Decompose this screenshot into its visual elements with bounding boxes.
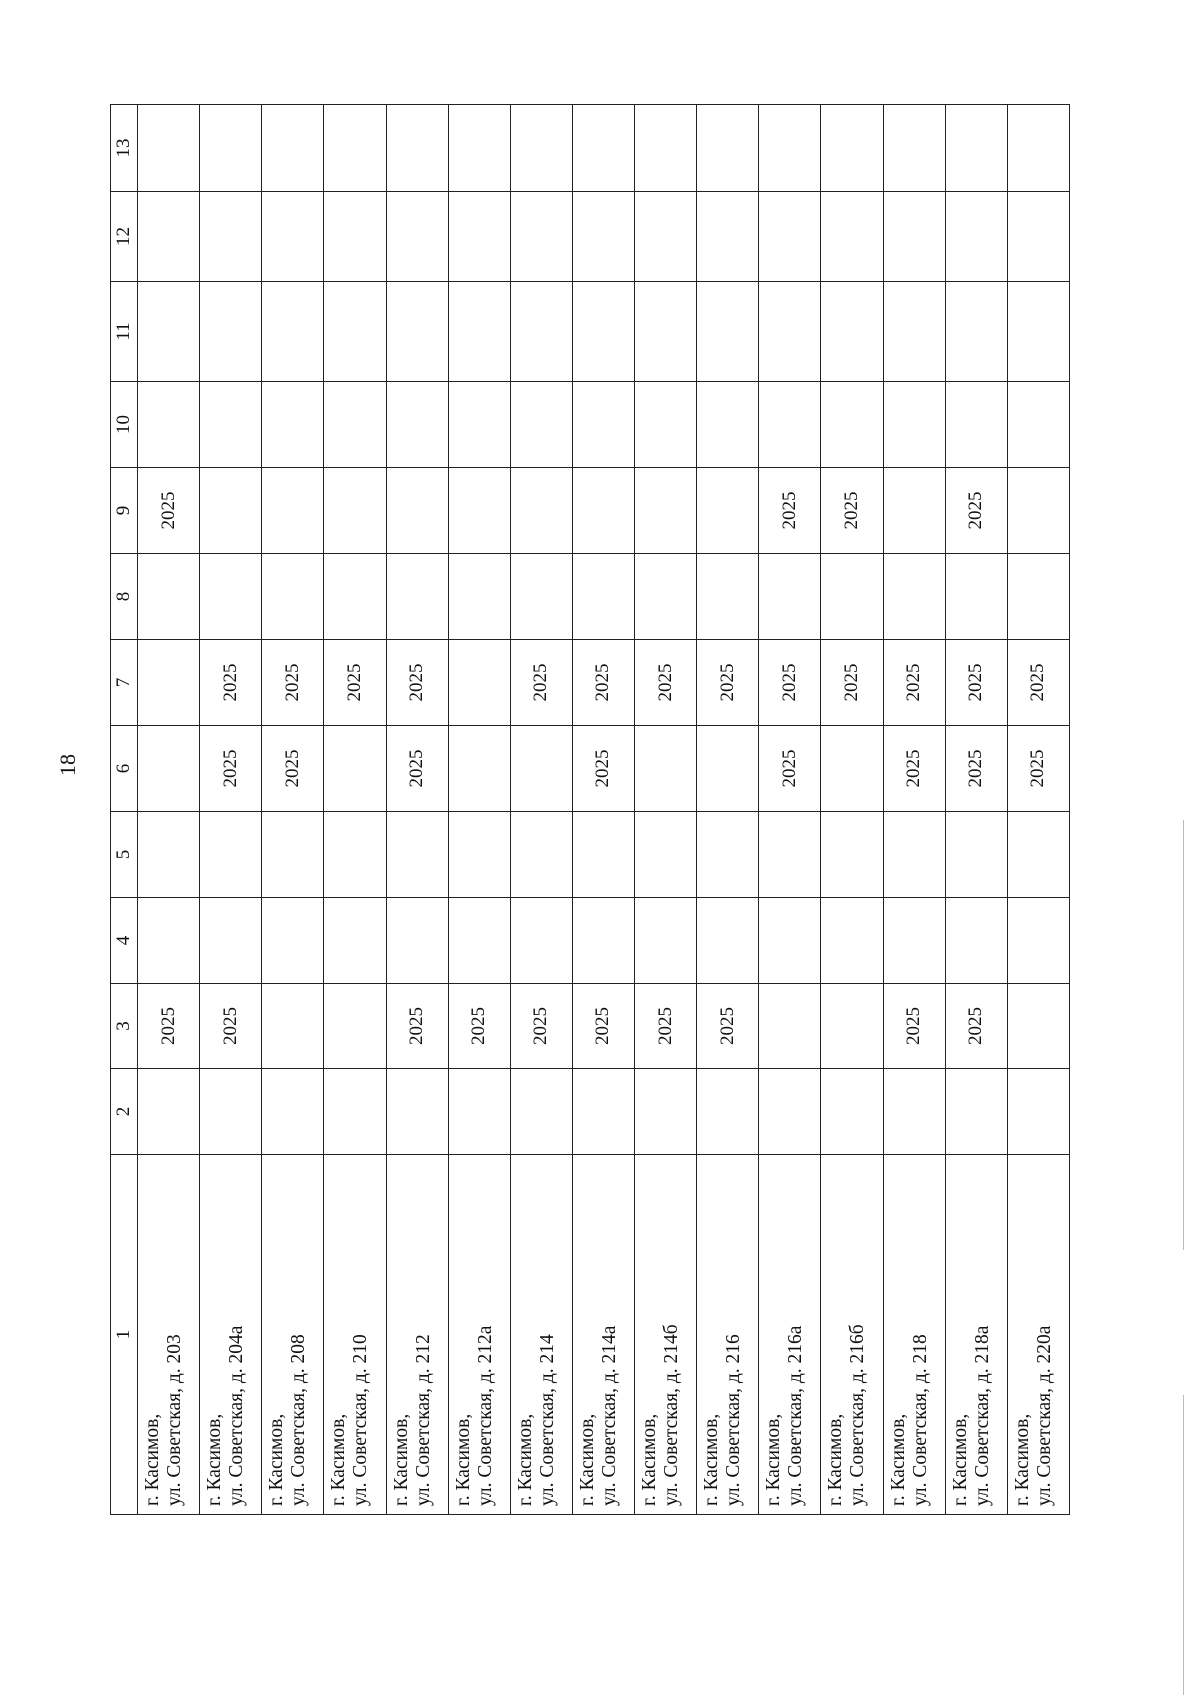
table-row xyxy=(386,11,448,1515)
year-cell xyxy=(697,1069,759,1155)
address-street: ул. Советская, д. 214 xyxy=(536,1334,558,1506)
year-cell xyxy=(262,812,324,898)
address-street: ул. Советская, д. 212 xyxy=(412,1334,434,1506)
year-cell: 2025 xyxy=(883,640,945,726)
address-cell xyxy=(883,1155,945,1515)
year-cell: 2025 xyxy=(138,984,200,1069)
address-city: г. Касимов, xyxy=(266,1413,288,1506)
table-row xyxy=(759,11,821,1515)
year-cell xyxy=(262,1069,324,1155)
year-cell: 2025 xyxy=(635,640,697,726)
year-cell xyxy=(1007,812,1069,898)
year-cell xyxy=(883,1069,945,1155)
address-cell xyxy=(635,1155,697,1515)
year-cell xyxy=(386,282,448,382)
year-cell xyxy=(510,554,572,640)
table-row xyxy=(635,11,697,1515)
year-cell xyxy=(262,554,324,640)
column-header-8: 8 xyxy=(111,554,138,640)
address-city: г. Касимов, xyxy=(328,1413,350,1506)
year-cell xyxy=(1007,1069,1069,1155)
year-cell xyxy=(883,382,945,468)
year-cell xyxy=(510,468,572,554)
address-city: г. Касимов, xyxy=(576,1413,598,1506)
year-cell: 2025 xyxy=(572,984,634,1069)
address-cell xyxy=(448,1155,510,1515)
column-header-9: 9 xyxy=(111,468,138,554)
year-cell xyxy=(635,382,697,468)
address-city: г. Касимов, xyxy=(763,1413,785,1506)
year-cell xyxy=(572,468,634,554)
year-cell xyxy=(759,984,821,1069)
year-cell xyxy=(945,282,1007,382)
year-cell xyxy=(448,726,510,812)
column-header-4: 4 xyxy=(111,898,138,984)
year-cell xyxy=(1007,105,1069,192)
year-cell xyxy=(386,105,448,192)
year-cell xyxy=(386,382,448,468)
year-cell xyxy=(697,468,759,554)
column-header-7: 7 xyxy=(111,640,138,726)
year-cell xyxy=(262,468,324,554)
year-cell xyxy=(572,192,634,282)
year-cell xyxy=(945,898,1007,984)
page-number xyxy=(55,745,80,785)
column-header-12: 12 xyxy=(111,192,138,282)
year-cell xyxy=(138,898,200,984)
year-cell xyxy=(138,1069,200,1155)
year-cell xyxy=(945,1069,1007,1155)
year-cell xyxy=(821,812,883,898)
year-cell xyxy=(572,105,634,192)
year-cell xyxy=(759,554,821,640)
year-cell: 2025 xyxy=(697,984,759,1069)
year-cell xyxy=(200,282,262,382)
year-cell xyxy=(697,282,759,382)
year-cell: 2025 xyxy=(945,984,1007,1069)
year-cell xyxy=(386,898,448,984)
year-cell xyxy=(510,105,572,192)
year-cell xyxy=(200,812,262,898)
year-cell xyxy=(697,554,759,640)
year-cell xyxy=(572,1069,634,1155)
year-cell xyxy=(262,898,324,984)
year-cell xyxy=(324,984,386,1069)
year-cell xyxy=(697,105,759,192)
year-cell xyxy=(200,192,262,282)
address-city: г. Касимов, xyxy=(514,1413,536,1506)
year-cell xyxy=(945,192,1007,282)
year-cell xyxy=(138,105,200,192)
year-cell: 2025 xyxy=(883,984,945,1069)
scan-edge-line xyxy=(1183,1395,1184,1695)
year-cell xyxy=(759,812,821,898)
column-header-5: 5 xyxy=(111,812,138,898)
year-cell xyxy=(324,726,386,812)
year-cell xyxy=(448,812,510,898)
year-cell xyxy=(448,640,510,726)
address-city: г. Касимов, xyxy=(1011,1413,1033,1506)
year-cell xyxy=(635,468,697,554)
year-cell: 2025 xyxy=(759,468,821,554)
column-header-6: 6 xyxy=(111,726,138,812)
year-cell xyxy=(510,282,572,382)
year-cell xyxy=(448,898,510,984)
year-cell: 2025 xyxy=(448,984,510,1069)
year-cell xyxy=(572,812,634,898)
address-city: г. Касимов, xyxy=(825,1413,847,1506)
year-cell: 2025 xyxy=(1007,640,1069,726)
year-cell xyxy=(200,554,262,640)
address-street: ул. Советская, д. 204а xyxy=(226,1325,248,1506)
address-city: г. Касимов, xyxy=(949,1413,971,1506)
year-cell xyxy=(821,282,883,382)
address-cell xyxy=(262,1155,324,1515)
year-cell xyxy=(697,192,759,282)
year-cell xyxy=(759,382,821,468)
page-number-text: 18 xyxy=(55,754,80,776)
year-cell xyxy=(200,382,262,468)
year-cell xyxy=(572,382,634,468)
year-cell xyxy=(448,1069,510,1155)
year-cell xyxy=(1007,984,1069,1069)
address-street: ул. Советская, д. 218а xyxy=(971,1325,993,1506)
address-city: г. Касимов, xyxy=(390,1413,412,1506)
address-street: ул. Советская, д. 203 xyxy=(164,1334,185,1506)
table-row xyxy=(821,11,883,1515)
year-cell xyxy=(510,726,572,812)
year-cell xyxy=(821,105,883,192)
year-cell xyxy=(262,984,324,1069)
year-cell xyxy=(448,554,510,640)
year-cell: 2025 xyxy=(200,640,262,726)
year-cell xyxy=(138,382,200,468)
year-cell xyxy=(510,812,572,898)
year-cell: 2025 xyxy=(200,984,262,1069)
address-cell xyxy=(324,1155,386,1515)
year-cell: 2025 xyxy=(572,726,634,812)
year-cell xyxy=(324,812,386,898)
year-cell xyxy=(1007,898,1069,984)
table-row xyxy=(697,11,759,1515)
address-cell xyxy=(759,1155,821,1515)
address-cell xyxy=(821,1155,883,1515)
year-cell xyxy=(759,282,821,382)
year-cell xyxy=(324,898,386,984)
year-cell xyxy=(759,105,821,192)
address-street: ул. Советская, д. 216 xyxy=(723,1334,745,1506)
column-header-13: 13 xyxy=(111,105,138,192)
year-cell xyxy=(324,105,386,192)
address-city: г. Касимов, xyxy=(142,1413,163,1506)
table-row xyxy=(1007,11,1069,1515)
year-cell xyxy=(697,898,759,984)
table-row xyxy=(200,11,262,1515)
year-cell xyxy=(821,898,883,984)
year-cell xyxy=(883,554,945,640)
year-cell xyxy=(448,468,510,554)
year-cell: 2025 xyxy=(1007,726,1069,812)
year-cell xyxy=(635,1069,697,1155)
year-cell xyxy=(635,726,697,812)
year-cell xyxy=(448,192,510,282)
year-cell xyxy=(572,898,634,984)
year-cell xyxy=(821,984,883,1069)
table-row xyxy=(262,11,324,1515)
address-city: г. Касимов, xyxy=(701,1413,723,1506)
year-cell: 2025 xyxy=(386,984,448,1069)
year-cell xyxy=(262,105,324,192)
year-cell xyxy=(138,726,200,812)
schedule-table-rotated xyxy=(110,45,1070,1515)
address-cell xyxy=(1007,1155,1069,1515)
year-cell: 2025 xyxy=(945,726,1007,812)
year-cell xyxy=(821,192,883,282)
year-cell xyxy=(945,105,1007,192)
year-cell xyxy=(759,898,821,984)
address-street: ул. Советская, д. 212а xyxy=(474,1325,496,1506)
year-cell xyxy=(510,382,572,468)
year-cell xyxy=(883,105,945,192)
address-city: г. Касимов, xyxy=(639,1413,660,1506)
address-street: ул. Советская, д. 214а xyxy=(598,1325,620,1506)
address-city: г. Касимов, xyxy=(204,1413,226,1506)
year-cell: 2025 xyxy=(386,640,448,726)
table-row xyxy=(448,11,510,1515)
year-cell xyxy=(138,640,200,726)
address-cell xyxy=(572,1155,634,1515)
year-cell: 2025 xyxy=(510,640,572,726)
year-cell xyxy=(138,192,200,282)
address-cell xyxy=(200,1155,262,1515)
column-header-11: 11 xyxy=(111,282,138,382)
year-cell xyxy=(883,812,945,898)
scan-edge-line xyxy=(1183,820,1184,1250)
year-cell xyxy=(635,898,697,984)
year-cell xyxy=(1007,382,1069,468)
year-cell xyxy=(635,282,697,382)
year-cell: 2025 xyxy=(200,726,262,812)
year-cell xyxy=(945,382,1007,468)
address-street: ул. Советская, д. 208 xyxy=(288,1334,310,1506)
year-cell xyxy=(697,812,759,898)
year-cell xyxy=(1007,468,1069,554)
year-cell xyxy=(324,282,386,382)
year-cell xyxy=(448,282,510,382)
year-cell xyxy=(200,105,262,192)
address-street: ул. Советская, д. 216б xyxy=(847,1324,869,1506)
year-cell xyxy=(1007,192,1069,282)
year-cell xyxy=(324,382,386,468)
address-city: г. Касимов, xyxy=(452,1413,474,1506)
table-row xyxy=(138,11,200,1515)
year-cell: 2025 xyxy=(262,640,324,726)
year-cell xyxy=(262,282,324,382)
address-street: ул. Советская, д. 214б xyxy=(661,1324,682,1506)
year-cell xyxy=(200,898,262,984)
year-cell: 2025 xyxy=(262,726,324,812)
year-cell xyxy=(138,282,200,382)
year-cell xyxy=(635,105,697,192)
year-cell: 2025 xyxy=(883,726,945,812)
year-cell xyxy=(821,382,883,468)
year-cell xyxy=(200,1069,262,1155)
year-cell xyxy=(635,192,697,282)
year-cell xyxy=(386,1069,448,1155)
year-cell xyxy=(821,1069,883,1155)
schedule-table xyxy=(110,10,1070,1515)
year-cell xyxy=(1007,554,1069,640)
column-header-2: 2 xyxy=(111,1069,138,1155)
address-street: ул. Советская, д. 216а xyxy=(785,1325,807,1506)
year-cell xyxy=(945,812,1007,898)
year-cell xyxy=(324,554,386,640)
year-cell xyxy=(386,192,448,282)
table-row xyxy=(510,11,572,1515)
table-row xyxy=(572,11,634,1515)
address-city: г. Касимов, xyxy=(887,1413,909,1506)
year-cell xyxy=(883,192,945,282)
year-cell: 2025 xyxy=(635,984,697,1069)
year-cell xyxy=(510,192,572,282)
table-body xyxy=(138,11,1070,1515)
year-cell xyxy=(883,282,945,382)
year-cell: 2025 xyxy=(386,726,448,812)
year-cell xyxy=(262,192,324,282)
table-row xyxy=(945,11,1007,1515)
year-cell xyxy=(386,812,448,898)
address-street: ул. Советская, д. 220а xyxy=(1033,1325,1055,1506)
address-cell xyxy=(138,1155,200,1515)
year-cell xyxy=(386,554,448,640)
year-cell: 2025 xyxy=(759,726,821,812)
year-cell xyxy=(200,468,262,554)
year-cell xyxy=(759,192,821,282)
year-cell xyxy=(448,105,510,192)
year-cell xyxy=(138,554,200,640)
year-cell xyxy=(697,726,759,812)
address-street: ул. Советская, д. 210 xyxy=(350,1334,372,1506)
year-cell xyxy=(448,382,510,468)
address-cell xyxy=(697,1155,759,1515)
year-cell xyxy=(1007,282,1069,382)
header-row xyxy=(111,11,138,1515)
year-cell xyxy=(697,382,759,468)
column-header-3: 3 xyxy=(111,984,138,1069)
year-cell xyxy=(572,554,634,640)
address-cell xyxy=(386,1155,448,1515)
year-cell xyxy=(945,554,1007,640)
year-cell xyxy=(883,898,945,984)
address-cell xyxy=(945,1155,1007,1515)
year-cell: 2025 xyxy=(697,640,759,726)
year-cell: 2025 xyxy=(510,984,572,1069)
year-cell xyxy=(821,554,883,640)
year-cell xyxy=(138,812,200,898)
address-cell xyxy=(510,1155,572,1515)
year-cell xyxy=(635,554,697,640)
year-cell: 2025 xyxy=(821,640,883,726)
year-cell xyxy=(635,812,697,898)
year-cell xyxy=(324,1069,386,1155)
year-cell xyxy=(883,468,945,554)
year-cell: 2025 xyxy=(759,640,821,726)
table-row xyxy=(883,11,945,1515)
year-cell: 2025 xyxy=(572,640,634,726)
year-cell xyxy=(510,898,572,984)
year-cell xyxy=(510,1069,572,1155)
year-cell xyxy=(386,468,448,554)
year-cell: 2025 xyxy=(138,468,200,554)
year-cell xyxy=(324,192,386,282)
year-cell xyxy=(821,726,883,812)
year-cell xyxy=(759,1069,821,1155)
column-header-10: 10 xyxy=(111,382,138,468)
year-cell: 2025 xyxy=(945,640,1007,726)
address-street: ул. Советская, д. 218 xyxy=(909,1334,931,1506)
year-cell xyxy=(262,382,324,468)
table-row xyxy=(324,11,386,1515)
year-cell: 2025 xyxy=(945,468,1007,554)
year-cell: 2025 xyxy=(324,640,386,726)
year-cell xyxy=(572,282,634,382)
year-cell: 2025 xyxy=(821,468,883,554)
column-header-1: 1 xyxy=(111,1155,138,1515)
year-cell xyxy=(324,468,386,554)
